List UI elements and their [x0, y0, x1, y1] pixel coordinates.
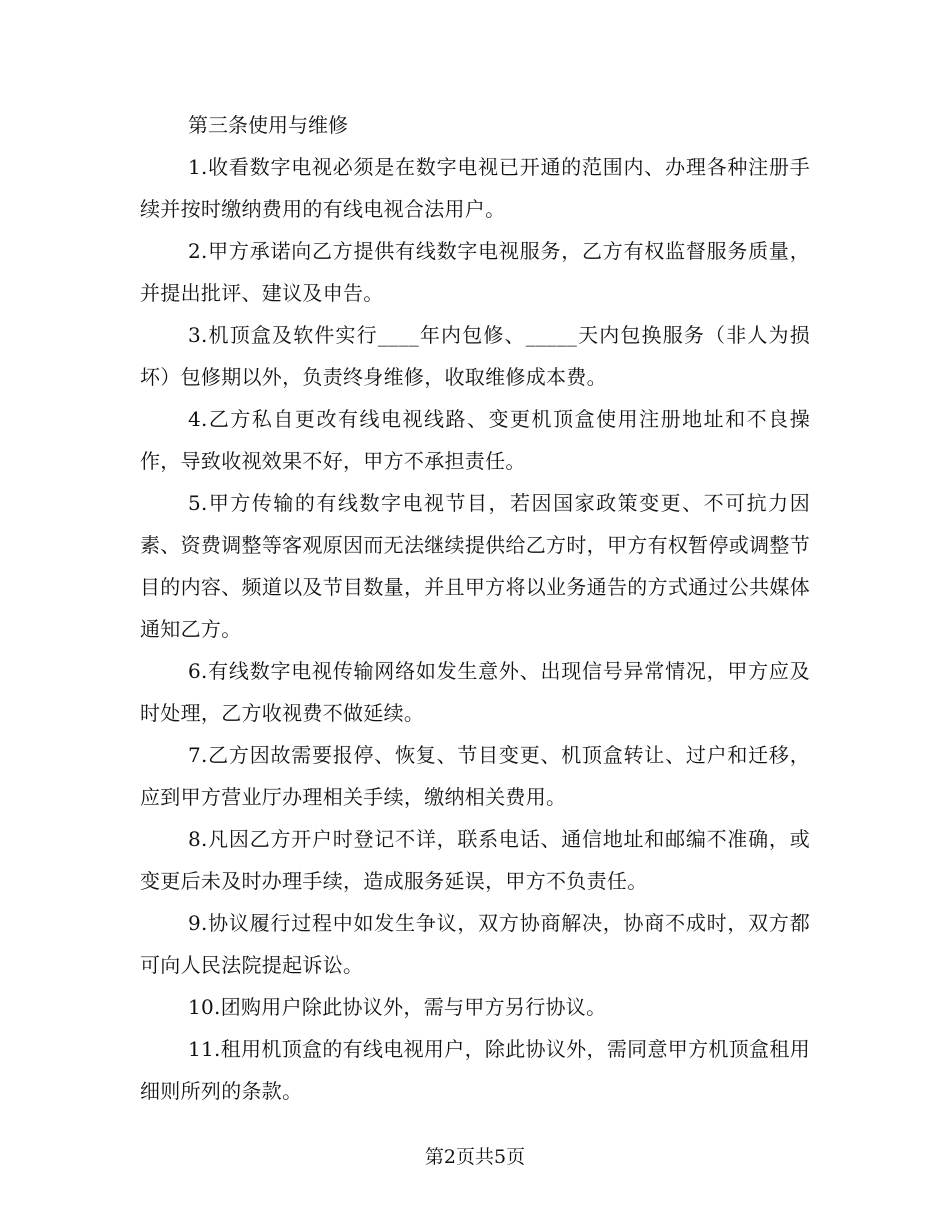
clause-6: 6.有线数字电视传输网络如发生意外、出现信号异常情况，甲方应及时处理，乙方收视费不做延续。: [140, 659, 810, 725]
clause-1: 1.收看数字电视必须是在数字电视已开通的范围内、办理各种注册手续并按时缴纳费用的有线电视合法用户。: [140, 155, 810, 221]
clause-5: 5.甲方传输的有线数字电视节目，若因国家政策变更、不可抗力因素、资费调整等客观原因而无法继续提供给乙方时，甲方有权暂停或调整节目的内容、频道以及节目数量，并且甲方将以业务通告的方式通过公共媒体通知乙方。: [140, 491, 810, 641]
clause-11: 11.租用机顶盒的有线电视用户，除此协议外，需同意甲方机顶盒租用细则所列的条款。: [140, 1037, 810, 1103]
clause-9: 9.协议履行过程中如发生争议，双方协商解决，协商不成时，双方都可向人民法院提起诉讼。: [140, 911, 810, 977]
document-body: [140, 104, 810, 1112]
clause-4: 4.乙方私自更改有线电视线路、变更机顶盒使用注册地址和不良操作，导致收视效果不好，甲方不承担责任。: [140, 407, 810, 473]
clause-10: 10.团购用户除此协议外，需与甲方另行协议。: [188, 995, 607, 1019]
clause-2: 2.甲方承诺向乙方提供有线数字电视服务，乙方有权监督服务质量，并提出批评、建议及申告。: [140, 239, 810, 305]
clause-8: 8.凡因乙方开户时登记不详，联系电话、通信地址和邮编不准确，或变更后未及时办理手续，造成服务延误，甲方不负责任。: [140, 827, 810, 893]
page-indicator: 第2页共5页: [424, 1146, 526, 1168]
section-title: 第三条使用与维修: [188, 113, 348, 137]
clause-7: 7.乙方因故需要报停、恢复、节目变更、机顶盒转让、过户和迁移，应到甲方营业厅办理相关手续，缴纳相关费用。: [140, 743, 810, 809]
clause-3: 3.机顶盒及软件实行____年内包修、_____天内包换服务（非人为损坏）包修期以外，负责终身维修，收取维修成本费。: [140, 323, 810, 389]
